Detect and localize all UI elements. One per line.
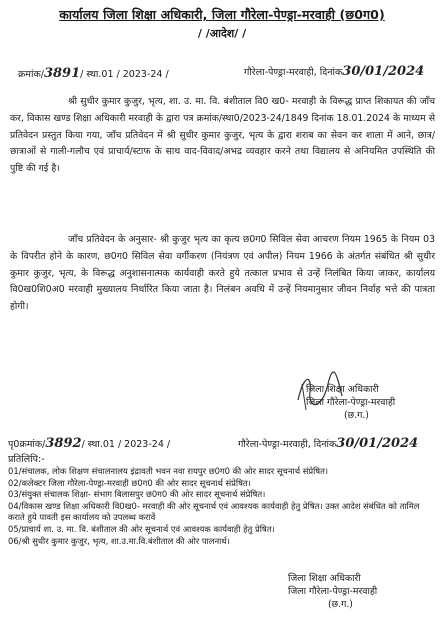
signatory-district: जिला गौरेला-पेण्ड्रा-मरवाही [306, 397, 396, 408]
list-item: 04/विकास खण्ड शिक्षा अधिकारी वि0ख0- मरवाही की ओर सूचनार्थ एवं आवश्यक कार्यवाही हेतु प्रेषित। उक्त आदेश संबंधित को तामिल कराते हुये पावती इस कार्यालय को उपलब्ध करावें [8, 500, 420, 523]
endorsement-date: 30/01/2024 [336, 436, 419, 451]
list-item: 02/कलेक्टर जिला गौरेला-पेण्ड्रा-मरवाही छ0ग0 की ओर सादर सूचनार्थ संप्रेषित। [8, 477, 251, 488]
order-date: 30/01/2024 [342, 64, 425, 79]
order-paragraph-2: जाँच प्रतिवेदन के अनुसार- श्री कुजुर भृत्य का कृत्य छ0ग0 सिविल सेवा आचरण नियम 1965 के नियम 03 के विपरीत होने के कारण, छ0ग0 सिविल सेवा वर्गीकरण (नियंत्रण एवं अपील) नियम 1966 के अंतर्गत संबंधित श्री सुधीर कुमार कुजुर, भृत्य, के विरूद्ध अनुशासनात्मक कार्यवाही करते हुये तत्काल प्रभाव से उन्हें निलंबित किया जाकर, कार्यालय वि0ख0शि0अ0 मरवाही मुख्यालय निर्धारित किया जाता है। निलंबन अवधि में उन्हें नियमानुसार जीवन निर्वाह भत्ते की पात्रता होगी। [10, 234, 435, 313]
order-ref-number: 3891 [43, 66, 81, 81]
copy-label: प्रतिलिपि:- [8, 454, 45, 465]
list-item: 06/श्री सुधीर कुमार कुजुर, भृत्य, शा.उ.मा.वि.बंशीताल की ओर पालनार्थ। [8, 535, 230, 546]
order-paragraph-1: श्री सुधीर कुमार कुजुर, भृत्य, शा. उ. मा. वि. बंशीताल वि0 ख0- मरवाही के विरूद्ध प्राप्त शिकायत की जाँच कर, विकास खण्ड शिक्षा अधिकारी मरवाही के द्वारा पत्र क्रमांक/स्था0/2023-24/1849 दिनांक 18.01.2024 के माध्यम से प्रतिवेदन प्रस्तुत किया गया, जाँच प्रतिवेदन में श्री सुधीर कुमार कुजुर, भृत्य के द्वारा शराब का सेवन कर शाला में आने, छात्र/छात्राओं से गाली-गलौच एवं प्राचार्य/स्टाफ के साथ वाद-विवाद/अभद्र व्यवहार करने तथा विद्यालय से अनियमित उपस्थिति की पुष्टि की गई है। [10, 96, 435, 175]
endorsement-ref-suffix: / स्था.01 / 2023-24 / [81, 439, 171, 450]
list-item: 05/प्राचार्य शा. उ. मा. वि. बंशीताल की ओर सूचनार्थ एवं आवश्यक कार्यवाही हेतु प्रेषित। [8, 523, 275, 534]
endorsement-ref-number: 3892 [45, 436, 82, 451]
order-ref-suffix: / स्था.01 / 2023-24 / [80, 69, 169, 80]
endorsement-place-date [238, 436, 418, 451]
order-place-date [244, 64, 424, 79]
order-ref-prefix: क्रमांक/ [18, 69, 44, 80]
order-heading: / /आदेश/ / [197, 27, 247, 40]
signatory-district: जिला गौरेला-पेण्ड्रा-मरवाही [288, 586, 378, 597]
order-reference [18, 66, 169, 81]
list-item: 01/संचालक, लोक शिक्षण संचालनालय इंद्रावती भवन नवा रायपुर छ0ग0 की ओर सादर सूचनार्थ संप्रेषित। [8, 466, 329, 476]
endorsement-reference [8, 436, 170, 451]
signature-block-order [306, 383, 395, 422]
order-place: गौरेला-पेण्ड्रा-मरवाही, दिनांक [244, 67, 343, 78]
office-title: कार्यालय जिला शिक्षा अधिकारी, जिला गौरेला-पेण्ड्रा-मरवाही (छ0ग0) [59, 7, 385, 22]
signature-block-endorsement [288, 572, 377, 611]
copy-list [8, 466, 438, 547]
signatory-title: जिला शिक्षा अधिकारी [288, 573, 361, 584]
list-item: 03/संयुक्त संचालक शिक्षा- संभाग बिलासपुर छ0ग0 की ओर सादर सूचनार्थ संप्रेषित। [8, 489, 266, 500]
signatory-title: जिला शिक्षा अधिकारी [306, 384, 379, 395]
signatory-state: (छ.ग.) [344, 410, 369, 421]
signatory-state: (छ.ग.) [328, 599, 353, 610]
endorsement-place: गौरेला-पेण्ड्रा-मरवाही, दिनांक [238, 439, 337, 450]
endorsement-ref-prefix: पृ0क्रमांक/ [8, 439, 46, 450]
